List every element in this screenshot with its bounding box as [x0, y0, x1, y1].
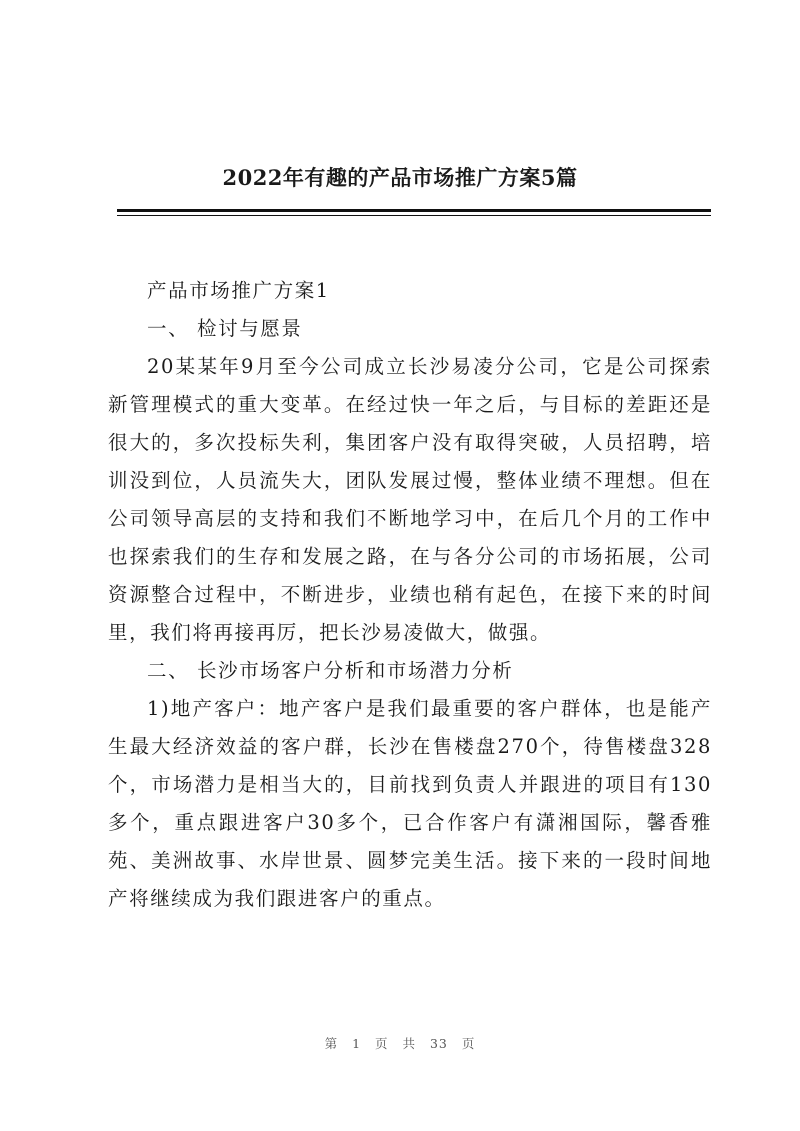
title-divider-thick [117, 209, 711, 212]
body-paragraph-2: 1)地产客户：地产客户是我们最重要的客户群体，也是能产生最大经济效益的客户群，长沙在售楼盘270个，待售楼盘328个，市场潜力是相当大的，目前找到负责人并跟进的项目有130多个，重点跟进客户30多个，已合作客户有潇湘国际，馨香雅苑、美洲故事、水岸世景、圆梦完美生活。接下来的一段时间地产将继续成为我们跟进客户的重点。 [108, 697, 712, 910]
title-divider-thin [117, 215, 711, 216]
document-title: 2022年有趣的产品市场推广方案5篇 [222, 165, 578, 190]
page-footer: 第 1 页 共 33 页 [324, 1036, 476, 1051]
section-heading-2: 二、 长沙市场客户分析和市场潜力分析 [147, 659, 514, 682]
body-paragraph-1: 20某某年9月至今公司成立长沙易凌分公司，它是公司探索新管理模式的重大变革。在经过快一年之后，与目标的差距还是很大的，多次投标失利，集团客户没有取得突破，人员招聘，培训没到位，人员流失大，团队发展过慢，整体业绩不理想。但在公司领导高层的支持和我们不断地学习中，在后几个月的工作中也探索我们的生存和发展之路，在与各分公司的市场拓展，公司资源整合过程中，不断进步，业绩也稍有起色，在接下来的时间里，我们将再接再厉，把长沙易凌做大，做强。 [108, 355, 712, 644]
section-title: 产品市场推广方案1 [147, 279, 330, 302]
section-heading-1: 一、 检讨与愿景 [147, 317, 303, 340]
document-body [108, 272, 712, 918]
